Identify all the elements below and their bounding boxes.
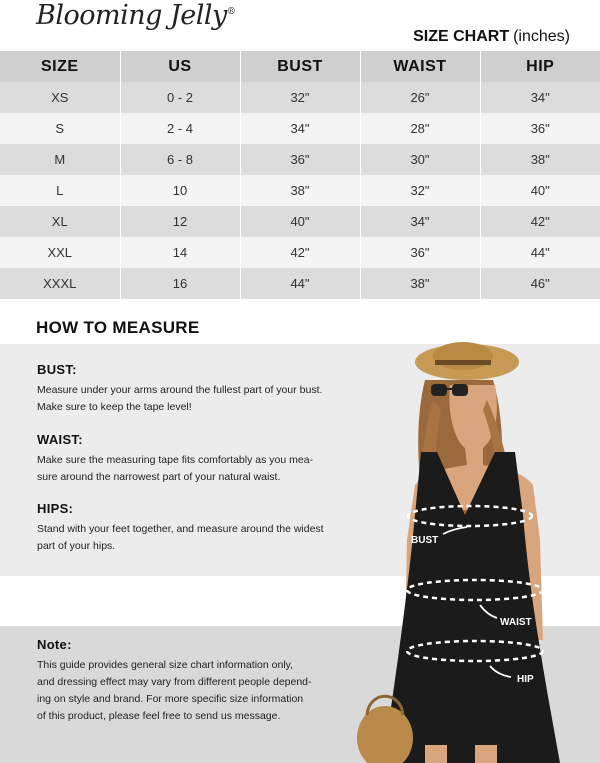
brand-logo (36, 0, 235, 31)
bust-text-line: Make sure to keep the tape level! (37, 401, 192, 413)
bust-instruction (37, 362, 357, 416)
header-us: US (120, 51, 240, 82)
bust-text (37, 382, 357, 416)
cell-hip: 42" (480, 206, 600, 237)
note-text-line: and dressing effect may vary from different people depend- (37, 676, 312, 688)
table-row (0, 206, 600, 237)
cell-bust: 36" (240, 144, 360, 175)
cell-bust: 40" (240, 206, 360, 237)
waist-instruction (37, 432, 357, 486)
table-row (0, 82, 600, 113)
bust-heading: BUST: (37, 362, 77, 377)
cell-hip: 44" (480, 237, 600, 268)
hips-heading: HIPS: (37, 501, 74, 516)
cell-waist: 26" (360, 82, 480, 113)
leg-left (425, 745, 447, 763)
waist-text-line: Make sure the measuring tape fits comfortably as you mea- (37, 454, 314, 466)
cell-size: XS (0, 82, 120, 113)
table-row (0, 268, 600, 299)
sunglasses-right (452, 384, 468, 396)
table-row (0, 237, 600, 268)
cell-us: 10 (120, 175, 240, 206)
table-row (0, 144, 600, 175)
leg-right (475, 745, 497, 763)
cell-hip: 40" (480, 175, 600, 206)
waist-label: WAIST (500, 617, 532, 628)
note-text (37, 657, 357, 725)
brand-logo-text: Blooming Jelly (36, 0, 227, 31)
size-chart-table (0, 51, 600, 299)
header-hip: HIP (480, 51, 600, 82)
cell-us: 14 (120, 237, 240, 268)
bust-label: BUST (411, 535, 439, 546)
cell-us: 6 - 8 (120, 144, 240, 175)
cell-bust: 32" (240, 82, 360, 113)
table-row (0, 113, 600, 144)
hip-label: HIP (517, 674, 534, 685)
hips-text-line: part of your hips. (37, 540, 116, 552)
cell-hip: 36" (480, 113, 600, 144)
size-chart-unit: (inches) (513, 28, 570, 45)
cell-hip: 46" (480, 268, 600, 299)
cell-size: L (0, 175, 120, 206)
hips-instruction (37, 501, 357, 555)
note-block (37, 637, 357, 725)
header-bust: BUST (240, 51, 360, 82)
cell-size: XL (0, 206, 120, 237)
table-header-row (0, 51, 600, 82)
note-text-line: This guide provides general size chart information only, (37, 659, 294, 671)
header-size: SIZE (0, 51, 120, 82)
bust-text-line: Measure under your arms around the fullest part of your bust. (37, 384, 323, 396)
hips-text (37, 521, 357, 555)
note-text-line: ing on style and brand. For more specific size information (37, 693, 304, 705)
trademark-symbol: ® (226, 7, 236, 17)
hips-text-line: Stand with your feet together, and measure around the widest (37, 523, 324, 535)
size-chart-title (413, 28, 570, 46)
cell-us: 0 - 2 (120, 82, 240, 113)
cell-size: XXXL (0, 268, 120, 299)
cell-waist: 32" (360, 175, 480, 206)
cell-bust: 42" (240, 237, 360, 268)
cell-us: 2 - 4 (120, 113, 240, 144)
cell-size: XXL (0, 237, 120, 268)
cell-waist: 36" (360, 237, 480, 268)
table-row (0, 175, 600, 206)
cell-waist: 38" (360, 268, 480, 299)
waist-heading: WAIST: (37, 432, 83, 447)
how-to-measure-title: HOW TO MEASURE (36, 318, 200, 337)
cell-size: S (0, 113, 120, 144)
hat-crown (433, 342, 493, 370)
cell-waist: 34" (360, 206, 480, 237)
hat-band (435, 360, 491, 365)
cell-bust: 44" (240, 268, 360, 299)
cell-bust: 38" (240, 175, 360, 206)
size-chart-title-text: SIZE CHART (413, 28, 510, 45)
cell-waist: 30" (360, 144, 480, 175)
header-waist: WAIST (360, 51, 480, 82)
cell-us: 16 (120, 268, 240, 299)
waist-text (37, 452, 357, 486)
note-heading: Note: (37, 637, 72, 652)
model-figure (355, 340, 600, 763)
cell-hip: 34" (480, 82, 600, 113)
cell-size: M (0, 144, 120, 175)
cell-waist: 28" (360, 113, 480, 144)
note-text-line: of this product, please feel free to send us message. (37, 710, 281, 722)
cell-hip: 38" (480, 144, 600, 175)
sunglasses-left (431, 384, 447, 396)
cell-bust: 34" (240, 113, 360, 144)
waist-text-line: sure around the narrowest part of your natural waist. (37, 471, 281, 483)
cell-us: 12 (120, 206, 240, 237)
